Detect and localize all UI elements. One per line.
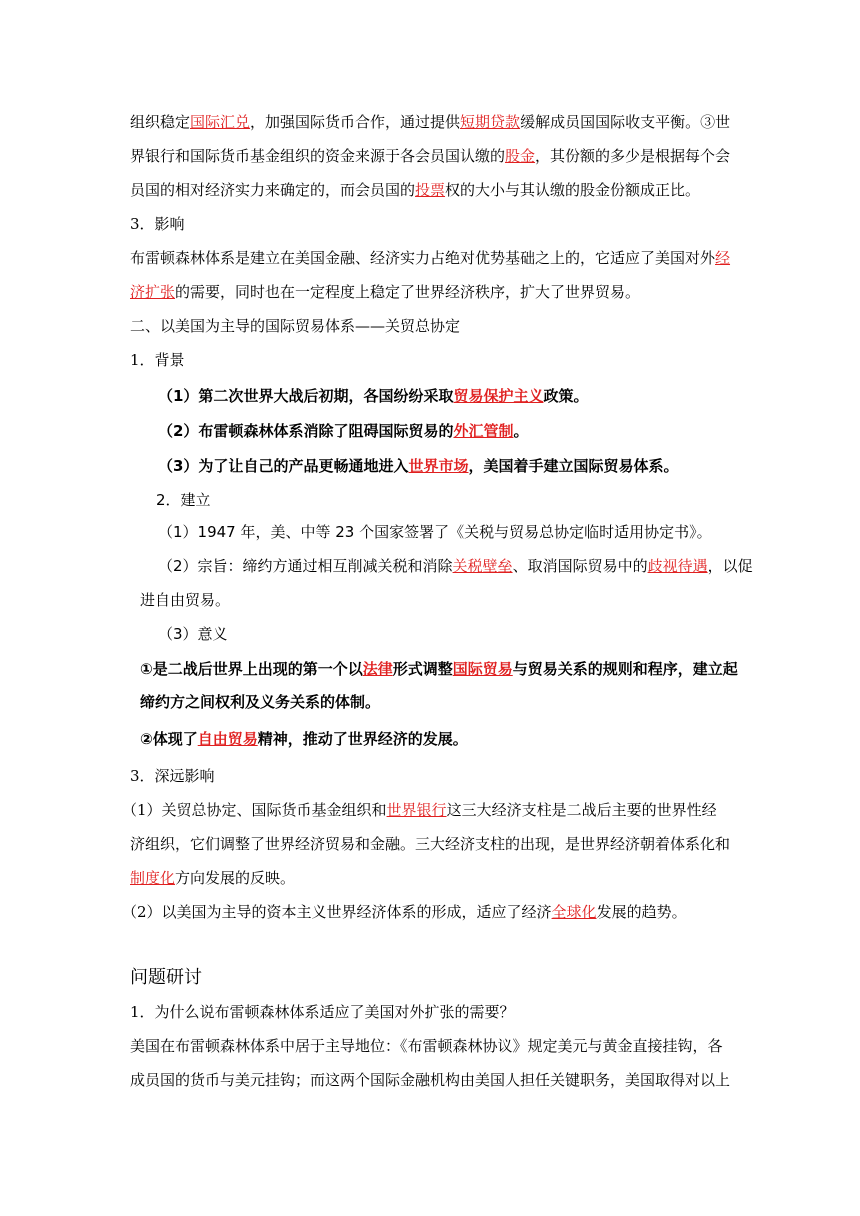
question: 1．为什么说布雷顿森林体系适应了美国对外扩张的需要？ [130,1003,515,1021]
keyword: 投票 [415,181,446,199]
text: （2）宗旨：缔约方通过相互削减关税和消除 [158,557,453,575]
keyword: 自由贸易 [197,730,258,748]
keyword: 济扩张 [130,283,176,301]
research-title: 问题研讨 [130,967,202,988]
keyword: 制度化 [130,869,176,887]
text: ，其份额的多少是根据每个会 [535,147,731,165]
text: 布雷顿森林体系是建立在美国金融、经济实力占绝对优势基础之上的，它适应了美国对外 [130,249,716,267]
section-heading: 3．深远影响 [130,767,215,785]
text: 缓解成员国国际收支平衡。③世 [520,113,731,131]
keyword: 全球化 [551,903,597,921]
text: 政策。 [543,387,589,405]
subsection-heading: 2．建立 [156,491,211,509]
paragraph-line [130,248,730,268]
significance-item [140,659,738,679]
text: 方向发展的反映。 [175,869,296,887]
keyword: 法律 [362,660,393,678]
text: 这三大经济支柱是二战后主要的世界性经 [446,801,717,819]
paragraph-line [122,902,687,922]
text: 与贸易关系的规则和程序，建立起 [512,660,738,678]
keyword: 短期贷款 [460,113,521,131]
paragraph-line: 济组织，它们调整了世界经济贸易和金融。三大经济支柱的出现，是世界经济朝着体系化和 [130,835,731,853]
significance-item [140,729,468,749]
background-item [158,386,588,406]
section-heading: 3．影响 [130,215,185,233]
text: 形式调整 [392,660,453,678]
establish-item-cont: 进自由贸易。 [140,591,231,609]
section-heading: 1．背景 [130,351,185,369]
keyword: 关税壁垒 [452,557,513,575]
text: 精神，推动了世界经济的发展。 [257,730,468,748]
paragraph-line [130,282,640,302]
keyword: 贸易保护主义 [453,387,544,405]
keyword: 国际贸易 [452,660,513,678]
establish-item: （3）意义 [158,625,228,643]
text: （2）以美国为主导的资本主义世界经济体系的形成，适应了经济 [122,903,552,921]
keyword: 世界市场 [408,457,469,475]
section-title: 二、以美国为主导的国际贸易体系——关贸总协定 [130,317,461,335]
background-item [158,456,678,476]
keyword: 国际汇兑 [190,113,251,131]
text: （1）关贸总协定、国际货币基金组织和 [122,801,387,819]
text: 、取消国际贸易中的 [512,557,648,575]
paragraph-line [130,180,700,200]
text: 员国的相对经济实力来确定的，而会员国的 [130,181,416,199]
text: 界银行和国际货币基金组织的资金来源于各会员国认缴的 [130,147,506,165]
keyword: 经 [715,249,731,267]
text: （2）布雷顿森林体系消除了阻碍国际贸易的 [158,422,454,440]
text: （1）第二次世界大战后初期，各国纷纷采取 [158,387,454,405]
text: ①是二战后世界上出现的第一个以 [140,660,363,678]
keyword: 世界银行 [386,801,447,819]
text: ，以促 [707,557,753,575]
text: ，加强国际货币合作，通过提供 [250,113,461,131]
text: ，美国着手建立国际贸易体系。 [468,457,679,475]
establish-item [158,556,753,576]
keyword: 歧视待遇 [647,557,708,575]
paragraph-line [130,868,295,888]
text: （3）为了让自己的产品更畅通地进入 [158,457,409,475]
background-item [158,421,528,441]
text: 。 [513,422,529,440]
text: 发展的趋势。 [596,903,687,921]
answer-line: 美国在布雷顿森林体系中居于主导地位：《布雷顿森林协议》规定美元与黄金直接挂钩，各 [130,1037,723,1055]
paragraph-line [130,146,730,166]
significance-item-cont: 缔约方之间权利及义务关系的体制。 [140,693,381,711]
answer-line: 成员国的货币与美元挂钩；而这两个国际金融机构由美国人担任关键职务，美国取得对以上 [130,1071,731,1089]
text: ②体现了 [140,730,198,748]
establish-item: （1）1947 年，美、中等 23 个国家签署了《关税与贸易总协定临时适用协定书》。 [158,523,712,541]
keyword: 外汇管制 [453,422,514,440]
text: 权的大小与其认缴的股金份额成正比。 [445,181,701,199]
text: 组织稳定 [130,113,191,131]
paragraph-line [122,800,717,820]
text: 的需要，同时也在一定程度上稳定了世界经济秩序，扩大了世界贸易。 [175,283,641,301]
paragraph-line [130,112,730,132]
keyword: 股金 [505,147,536,165]
